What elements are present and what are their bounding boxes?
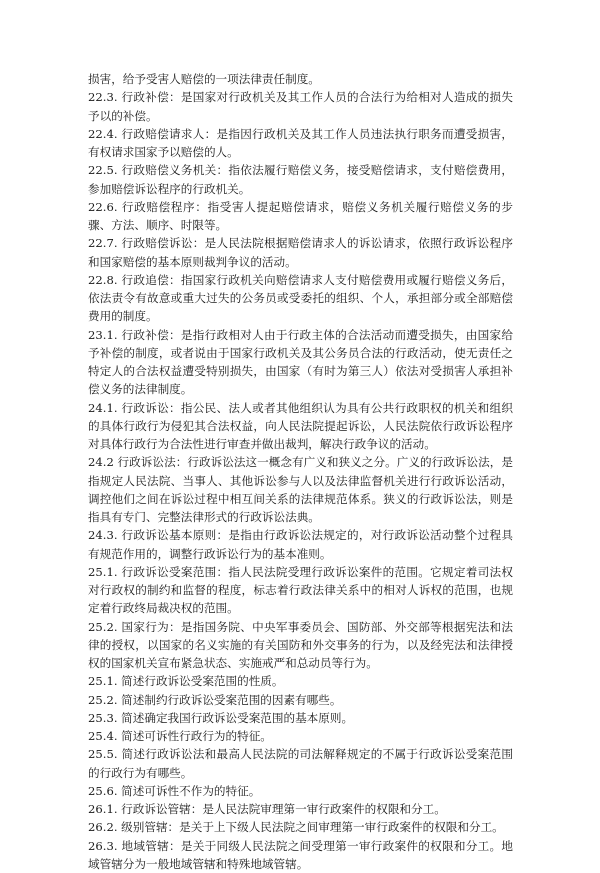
paragraph-19: 26.1. 行政诉讼管辖：是人民法院审理第一审行政案件的权限和分工。 [88, 800, 513, 818]
paragraph-3: 22.5. 行政赔偿义务机关：指依法履行赔偿义务，接受赔偿请求，支付赔偿费用，参加赔偿诉讼程序的行政机关。 [88, 161, 513, 198]
paragraph-16: 25.4. 简述可诉性行政行为的特征。 [88, 727, 513, 745]
paragraph-15: 25.3. 简述确定我国行政诉讼受案范围的基本原则。 [88, 709, 513, 727]
paragraph-4: 22.6. 行政赔偿程序：指受害人提起赔偿请求，赔偿义务机关履行赔偿义务的步骤、方法、顺序、时限等。 [88, 198, 513, 235]
paragraph-14: 25.2. 简述制约行政诉讼受案范围的因素有哪些。 [88, 691, 513, 709]
paragraph-11: 25.1. 行政诉讼受案范围：指人民法院受理行政诉讼案件的范围。它规定着司法权对行政权的制约和监督的程度，标志着行政法律关系中的相对人诉权的范围，也规定着行政终局裁决权的范围。 [88, 563, 513, 618]
paragraph-10: 24.3. 行政诉讼基本原则：是指由行政诉讼法规定的，对行政诉讼活动整个过程具有规范作用的，调整行政诉讼行为的基本准则。 [88, 526, 513, 563]
paragraph-9: 24.2 行政诉讼法：行政诉讼法这一概念有广义和狭义之分。广义的行政诉讼法，是指规定人民法院、当事人、其他诉讼参与人以及法律监督机关进行行政诉讼活动，调控他们之间在诉讼过程中相互间关系的法律规范体系。狭义的行政诉讼法，则是指具有专门、完整法律形式的行政诉讼法典。 [88, 453, 513, 526]
paragraph-13: 25.1. 简述行政诉讼受案范围的性质。 [88, 672, 513, 690]
paragraph-1: 22.3. 行政补偿：是国家对行政机关及其工作人员的合法行为给相对人造成的损失予以的补偿。 [88, 88, 513, 125]
paragraph-17: 25.5. 简述行政诉讼法和最高人民法院的司法解释规定的不属于行政诉讼受案范围的行政行为有哪些。 [88, 745, 513, 782]
paragraph-0: 损害，给予受害人赔偿的一项法律责任制度。 [88, 70, 513, 88]
paragraph-5: 22.7. 行政赔偿诉讼：是人民法院根据赔偿请求人的诉讼请求，依照行政诉讼程序和国家赔偿的基本原则裁判争议的活动。 [88, 234, 513, 271]
paragraph-21: 26.3. 地域管辖：是关于同级人民法院之间受理第一审行政案件的权限和分工。地域管辖分为一般地域管辖和特殊地域管辖。 [88, 837, 513, 873]
paragraph-2: 22.4. 行政赔偿请求人：是指因行政机关及其工作人员违法执行职务而遭受损害，有权请求国家予以赔偿的人。 [88, 125, 513, 162]
document-body [88, 70, 513, 873]
paragraph-20: 26.2. 级别管辖：是关于上下级人民法院之间审理第一审行政案件的权限和分工。 [88, 818, 513, 836]
paragraph-7: 23.1. 行政补偿：是指行政相对人由于行政主体的合法活动而遭受损失，由国家给予补偿的制度，或者说由于国家行政机关及其公务员合法的行政活动，使无责任之特定人的合法权益遭受特别损失，由国家（有时为第三人）依法对受损害人承担补偿义务的法律制度。 [88, 326, 513, 399]
paragraph-8: 24.1. 行政诉讼：指公民、法人或者其他组织认为具有公共行政职权的机关和组织的具体行政行为侵犯其合法权益，向人民法院提起诉讼，人民法院依行政诉讼程序对具体行政行为合法性进行审查并做出裁判，解决行政争议的活动。 [88, 399, 513, 454]
paragraph-18: 25.6. 简述可诉性不作为的特征。 [88, 782, 513, 800]
paragraph-6: 22.8. 行政追偿：指国家行政机关向赔偿请求人支付赔偿费用或履行赔偿义务后，依法责令有故意或重大过失的公务员或受委托的组织、个人，承担部分或全部赔偿费用的制度。 [88, 271, 513, 326]
paragraph-12: 25.2. 国家行为：是指国务院、中央军事委员会、国防部、外交部等根据宪法和法律的授权，以国家的名义实施的有关国防和外交事务的行为，以及经宪法和法律授权的国家机关宣布紧急状态、实施戒严和总动员等行为。 [88, 618, 513, 673]
